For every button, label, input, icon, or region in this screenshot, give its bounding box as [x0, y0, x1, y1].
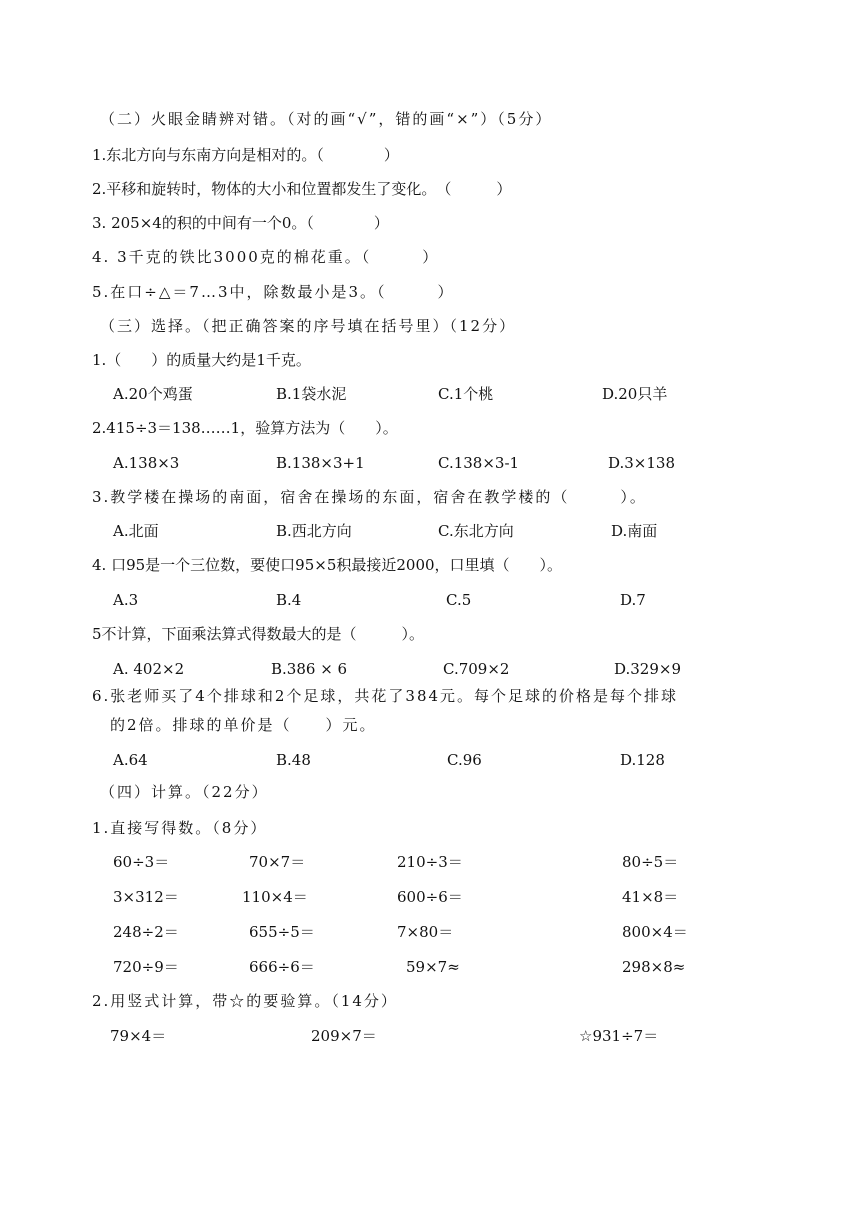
- vertical-calc-3: ☆931÷7＝: [579, 1027, 659, 1045]
- choice-2-option-b: B.138×3+1: [276, 454, 365, 472]
- calc-r2-c3: 600÷6＝: [397, 888, 463, 906]
- choice-question-1: 1.（ ）的质量大约是1千克。: [92, 351, 311, 369]
- calc-r3-c4: 800×4＝: [622, 923, 688, 941]
- direct-calc-heading: 1.直接写得数。（8分）: [92, 819, 268, 837]
- choice-5-option-c: C.709×2: [443, 660, 510, 678]
- choice-question-6: 6.张老师买了4个排球和2个足球，共花了384元。每个足球的价格是每个排球: [92, 687, 679, 705]
- vertical-calc-1: 79×4＝: [110, 1027, 167, 1045]
- calc-r2-c1: 3×312＝: [113, 888, 179, 906]
- choice-question-3: 3.教学楼在操场的南面，宿舍在操场的东面，宿舍在教学楼的（ ）。: [92, 488, 647, 506]
- choice-1-option-c: C.1个桃: [438, 385, 494, 403]
- choice-question-6-cont: 的2倍。排球的单价是（ ）元。: [110, 716, 377, 734]
- choice-question-4: 4. 口95是一个三位数，要使口95×5积最接近2000，口里填（ ）。: [92, 556, 563, 574]
- vertical-calc-2: 209×7＝: [311, 1027, 377, 1045]
- choice-2-option-a: A.138×3: [113, 454, 180, 472]
- choice-2-option-d: D.3×138: [608, 454, 676, 472]
- calc-r1-c2: 70×7＝: [249, 853, 306, 871]
- vertical-calc-heading: 2.用竖式计算，带☆的要验算。（14分）: [92, 992, 398, 1010]
- choice-question-5: 5不计算，下面乘法算式得数最大的是（ ）。: [92, 625, 425, 643]
- calc-r4-c4: 298×8≈: [622, 958, 686, 976]
- choice-1-option-b: B.1袋水泥: [276, 385, 347, 403]
- choice-1-option-d: D.20只羊: [602, 385, 668, 403]
- choice-4-option-a: A.3: [113, 591, 139, 609]
- calc-r1-c1: 60÷3＝: [113, 853, 170, 871]
- choice-4-option-c: C.5: [446, 591, 472, 609]
- calc-r4-c2: 666÷6＝: [249, 958, 315, 976]
- calc-r3-c2: 655÷5＝: [249, 923, 315, 941]
- judge-item-5: 5.在口÷△＝7…3中，除数最小是3。（ ）: [92, 283, 455, 301]
- calc-r1-c3: 210÷3＝: [397, 853, 463, 871]
- choice-question-2: 2.415÷3＝138……1，验算方法为（ ）。: [92, 419, 398, 437]
- choice-2-option-c: C.138×3-1: [438, 454, 520, 472]
- section-3-title: （三）选择。（把正确答案的序号填在括号里）（12分）: [100, 317, 517, 335]
- judge-item-1: 1.东北方向与东南方向是相对的。（ ）: [92, 146, 399, 164]
- calc-r4-c3: 59×7≈: [406, 958, 460, 976]
- choice-3-option-c: C.东北方向: [438, 522, 514, 540]
- judge-item-4: 4. 3千克的铁比3000克的棉花重。（ ）: [92, 248, 440, 266]
- calc-r4-c1: 720÷9＝: [113, 958, 179, 976]
- section-2-title: （二）火眼金睛辨对错。（对的画“√”，错的画“×”）（5分）: [100, 110, 553, 128]
- choice-4-option-b: B.4: [276, 591, 302, 609]
- choice-5-option-d: D.329×9: [614, 660, 682, 678]
- choice-4-option-d: D.7: [620, 591, 646, 609]
- judge-item-2: 2.平移和旋转时，物体的大小和位置都发生了变化。 （ ）: [92, 180, 512, 198]
- calc-r2-c2: 110×4＝: [242, 888, 308, 906]
- choice-6-option-a: A.64: [113, 751, 148, 769]
- choice-6-option-d: D.128: [620, 751, 665, 769]
- calc-r3-c3: 7×80＝: [397, 923, 454, 941]
- choice-1-option-a: A.20个鸡蛋: [113, 385, 193, 403]
- choice-6-option-c: C.96: [447, 751, 482, 769]
- choice-3-option-b: B.西北方向: [276, 522, 352, 540]
- choice-6-option-b: B.48: [276, 751, 311, 769]
- choice-5-option-a: A. 402×2: [113, 660, 185, 678]
- section-4-title: （四）计算。（22分）: [100, 783, 269, 801]
- choice-3-option-d: D.南面: [611, 522, 658, 540]
- calc-r1-c4: 80÷5＝: [622, 853, 679, 871]
- calc-r2-c4: 41×8＝: [622, 888, 679, 906]
- choice-5-option-b: B.386 × 6: [271, 660, 348, 678]
- choice-3-option-a: A.北面: [113, 522, 159, 540]
- judge-item-3: 3. 205×4的积的中间有一个0。（ ）: [92, 214, 389, 232]
- calc-r3-c1: 248÷2＝: [113, 923, 179, 941]
